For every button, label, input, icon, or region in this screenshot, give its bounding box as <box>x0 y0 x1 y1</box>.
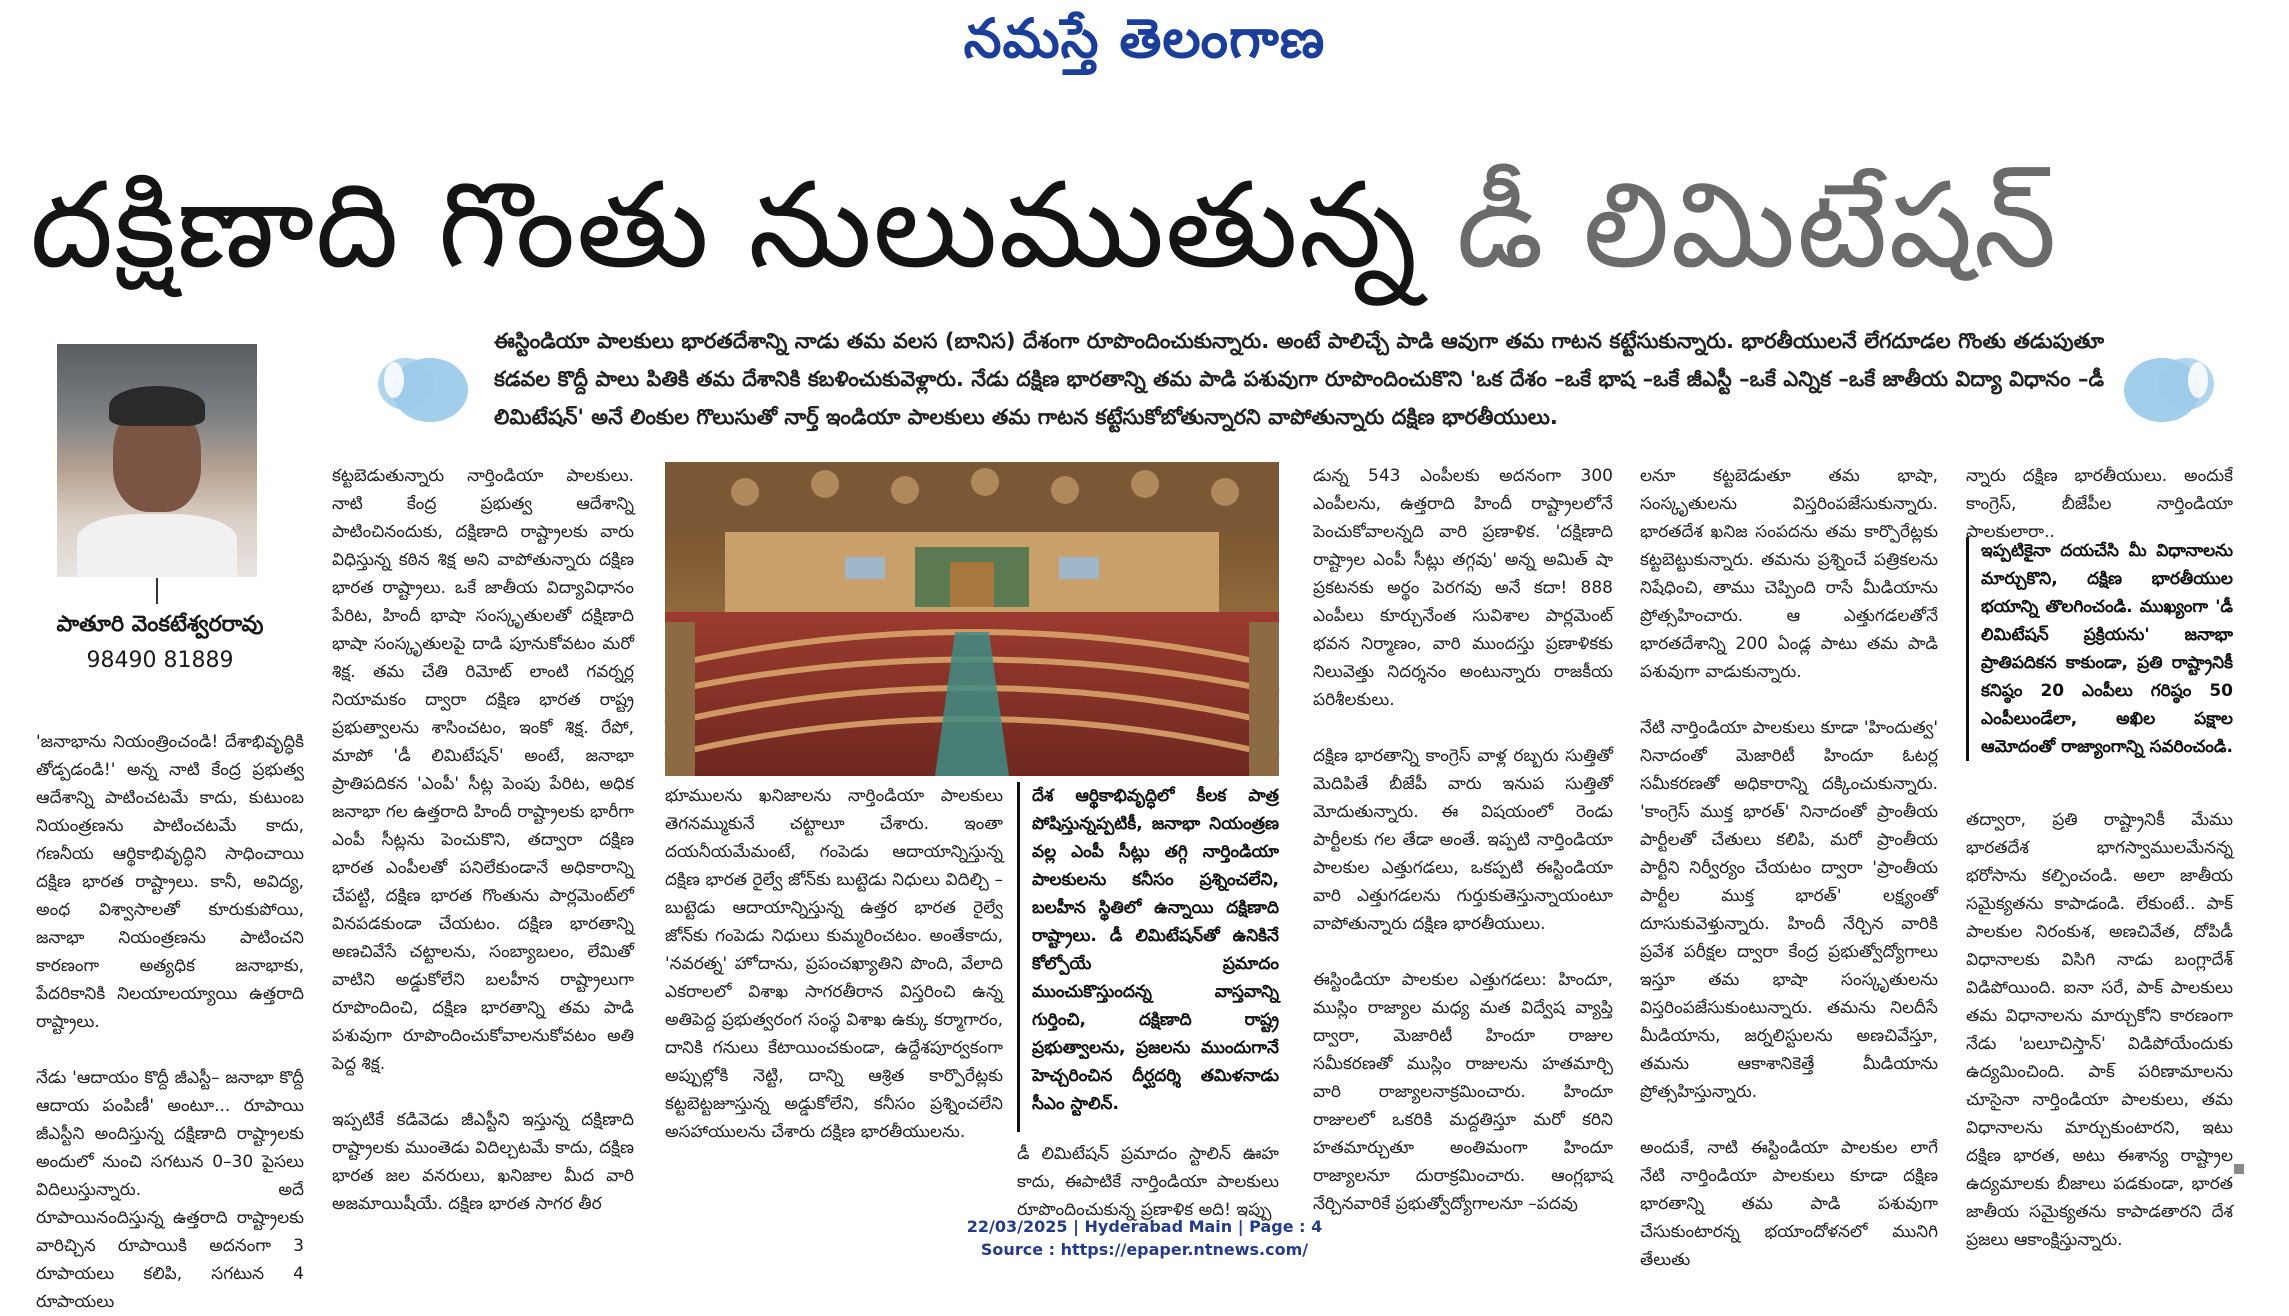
pull-quote: ఇప్పటికైనా దయచేసి మీ విధానాలను మార్చుకొని, దక్షిణ భారతీయుల భయాన్ని తొలగించండి. ముఖ్యంగా 'డీ లిమిటేషన్ ప్రక్రియను' జనాభా ప్రాతిపదికన కాకుండా, ప్రతి రాష్ట్రానికీ కనిష్ఠం 20 ఎంపీలు గరిష్ఠం 50 ఎంపీలుండేలా, అఖిల పక్షాల ఆమోదంతో రాజ్యాంగాన్ని సవరించండి. <box>1966 537 2233 761</box>
quote-right-icon <box>2120 340 2220 430</box>
author-name: పాతూరి వెంకటేశ్వరరావు <box>56 612 264 637</box>
footer-edition-info: 22/03/2025 | Hyderabad Main | Page : 4 <box>966 1217 1323 1236</box>
quote-left-icon <box>372 340 472 430</box>
headline-main: దక్షిణాది గొంతు నులుముతున్న <box>30 156 1418 294</box>
article-column-2: కట్టబెడుతున్నారు నార్తిండియా పాలకులు. నాటి కేంద్ర ప్రభుత్వ ఆదేశాన్ని పాటించినందుకు, దక్షిణాది రాష్ట్రాలకు వారు విధిస్తున్న కఠిన శిక్ష అని వాపోతున్నారు దక్షిణ భారత రాష్ట్రాలు. ఒకే జాతీయ విద్యావిధానం పేరిట, హిందీ భాషా సంస్కృతులతో దక్షిణాది భాషా సంస్కృతులపై దాడి పూనుకోవటం మరో శిక్ష. తమ చేతి రిమోట్ లాంటి గవర్నర్ల నియామకం ద్వారా దక్షిణ భారత రాష్ట్ర ప్రభుత్వాలను శాసించటం, ఇంకో శిక్ష. రేపో, మాపో 'డీ లిమిటేషన్' అంటే, జనాభా ప్రాతిపదికన 'ఎంపీ' సీట్ల పెంపు పేరిట, అధిక జనాభా గల ఉత్తరాది హిందీ రాష్ట్రాలకు భారీగా ఎంపీ సీట్లను పెంచుకొని, తద్వారా దక్షిణ భారత ఎంపీలతో పనిలేకుండానే అధికారాన్ని చేపట్టి, దక్షిణ భారత గొంతును పార్లమెంట్‌లో వినపడకుండా చేయటం. దక్షిణ భారతాన్ని అణచివేసే చట్టాలను, సంబ్యాబలం, లేమితో వాటిని అడ్డుకోలేని బలహీన రాష్ట్రాలుగా రూపొందించి, దక్షిణ భారతాన్ని తమ పాడి పశువుగా రూపొందించుకోవాలనుకోవటం అతి పెద్ద శిక్ష. ఇప్పటికే కడివెడు జీఎస్టీని ఇస్తున్న దక్షిణాది రాష్ట్రాలకు ముంతెడు విదిల్చటమే కాదు, దక్షిణ భారత జల వనరులు, ఖనిజాల మీద వారి అజమాయిషీయే. దక్షిణ భారత సాగర తీర <box>332 466 634 1214</box>
article-column-5: లనూ కట్టబెడుతూ తమ భాషా, సంస్కృతులను విస్తరింపజేసుకున్నారు. భారతదేశ ఖనిజ సంపదను తమ కార్పొరేట్లకు కట్టబెట్టుకున్నారు. తమను ప్రశ్నించే పత్రికలను నిషేధించి, తాము చెప్పింది రాసే మీడియాను ప్రోత్సహించారు. ఆ ఎత్తుగడలతోనే భారతదేశాన్ని 200 ఏండ్ల పాటు తమ పాడి పశువుగా వాడుకున్నారు. నేటి నార్తిండియా పాలకులు కూడా 'హిందుత్వ' నినాదంతో మెజారిటీ హిందూ ఓటర్ల సమీకరణతో అధికారాన్ని దక్కించుకున్నారు. 'కాంగ్రెస్ ముక్త భారత్' నినాదంతో ప్రాంతీయ పార్టీలతో చేతులు కలిపి, మరో ప్రాంతీయ పార్టీని నిర్వీర్యం చేయటం ద్వారా 'ప్రాంతీయ పార్టీల ముక్త భారత్' లక్ష్యంతో దూసుకువెళ్తున్నారు. హిందీ నేర్చిన వారికి ప్రవేశ పరీక్షల ద్వారా కేంద్ర ప్రభుత్వోద్యోగాలు ఇస్తూ తమ భాషా సంస్కృతులను విస్తరింపజేసుకుంటున్నారు. తమను నిలదీసే మీడియాను, జర్నలిస్టులను అణచివేస్తూ, తమను ఆకాశానికెత్తే మీడియాను ప్రోత్సహిస్తున్నారు. అందుకే, నాటి ఈస్టిండియా పాలకుల లాగే నేటి నార్తిండియా పాలకులు కూడా దక్షిణ భారతాన్ని తమ పాడి పశువుగా చేసుకుంటారన్న భయాందోళనలో మునిగి తేలుతు <box>1640 466 1938 1270</box>
parliament-chamber-photo <box>665 462 1279 776</box>
headline <box>30 150 2270 300</box>
article-intro: ఈస్టిండియా పాలకులు భారతదేశాన్ని నాడు తమ వలస (బానిస) దేశంగా రూపొందించుకున్నారు. అంటే పాలిచ్చే పాడి ఆవుగా తమ గాటన కట్టేసుకున్నారు. భారతీయులనే లేగదూడల గొంతు తడుపుతూ కడవల కొద్దీ పాలు పితికి తమ దేశానికి కబళించుకువెళ్లారు. నేడు దక్షిణ భారతాన్ని తమ పాడి పశువుగా రూపొందించుకొని 'ఒక దేశం –ఒకే భాష –ఒకే జీఎస్టీ –ఒకే ఎన్నిక –ఒకే జాతీయ విద్యా విధానం –డీ లిమిటేషన్' అనే లింకుల గొలుసుతో నార్త్ ఇండియా పాలకులు తమ గాటన కట్టేసుకోబోతున్నారని వాపోతున్నారు దక్షిణ భారతీయులు. <box>494 329 2104 429</box>
footer-source-link[interactable]: Source : https://epaper.ntnews.com/ <box>980 1240 1309 1259</box>
photo-caption: దేశ ఆర్థికాభివృద్ధిలో కీలక పాత్ర పోషిస్తున్నప్పటికీ, జనాభా నియంత్రణ వల్ల ఎంపీ సీట్లు తగ్గి నార్తిండియా పాలకులను కనీసం ప్రశ్నించలేని, బలహీన స్థితిలో ఉన్నాయి దక్షిణాది రాష్ట్రాలు. డీ లిమిటేషన్‌తో ఉనికినే కోల్పోయే ప్రమాదం ముంచుకొస్తుందన్న వాస్తవాన్ని గుర్తించి, దక్షిణాది రాష్ట్ర ప్రభుత్వాలను, ప్రజలను ముందుగానే హెచ్చరించిన దీర్ఘదర్శి తమిళనాడు సీఎం స్టాలిన్. <box>1017 782 1279 1132</box>
newspaper-masthead: నమస్తే తెలంగాణ <box>963 6 1326 70</box>
article-column-6a: న్నారు దక్షిణ భారతీయులు. అందుకే కాంగ్రెస్, బీజేపీల నార్తిండియా పాలకులారా.. <box>1966 466 2233 542</box>
article-column-4: డున్న 543 ఎంపీలకు అదనంగా 300 ఎంపీలను, ఉత్తరాది హిందీ రాష్ట్రాలలోనే పెంచుకోవాలన్నది వారి ప్రణాళిక. 'దక్షిణాది రాష్ట్రాల ఎంపీ సీట్లు తగ్గవు' అన్న అమిత్ షా ప్రకటనకు అర్థం పెరగవు అనే కదా! 888 ఎంపీలు కూర్చునేంత సువిశాల పార్లమెంట్ భవన నిర్మాణం, వారి ముందస్తు ప్రణాళికకు నిలువెత్తు నిదర్శనం అంటున్నారు రాజకీయ పరిశీలకులు. దక్షిణ భారతాన్ని కాంగ్రెస్ వాళ్ల రబ్బరు సుత్తితో మెదిపితే బీజేపీ వారు ఇనుప సుత్తితో మోదుతున్నారు. ఈ విషయంలో రెండు పార్టీలకు గల తేడా అంతే. ఇప్పటి నార్తిండియా పాలకుల ఎత్తుగడలు, ఒకప్పటి ఈస్టిండియా వారి ఎత్తుగడలను గుర్తుకుతెస్తున్నాయంటూ వాపోతున్నారు దక్షిణ భారతీయులు. ఈస్టిండియా పాలకుల ఎత్తుగడలు: హిందూ, ముస్లిం రాజ్యాల మధ్య మత విద్వేష వ్యాప్తి ద్వారా, మెజారిటీ హిందూ రాజుల సమీకరణతో ముస్లిం రాజులను హతమార్చి వారి రాజ్యాలనాక్రమించారు. హిందూ రాజులలో ఒకరికి మద్దతిస్తూ మరో కరిని హతమార్చుతూ అంతిమంగా హిందూ రాజ్యాలనూ దురాక్రమించారు. ఆంగ్లభాష నేర్చినవారికే ప్రభుత్వోద్యోగాలనూ –పదవు <box>1313 466 1613 1214</box>
author-photo <box>57 344 257 577</box>
article-column-1: 'జనాభాను నియంత్రించండి! దేశాభివృద్ధికి తోడ్పడండి!' అన్న నాటి కేంద్ర ప్రభుత్వ ఆదేశాన్ని పాటించటమే కాదు, కుటుంబ నియంత్రణను పాటించటమే కాదు, గణనీయ ఆర్థికాభివృద్ధిని సాధించాయి దక్షిణ భారత రాష్ట్రాలు. కానీ, అవిద్య, అంధ విశ్వాసాలతో కూరుకుపోయి, జనాభా నియంత్రణను పాటించని కారణంగా అత్యధిక జనాభాకు, పేదరికానికి నిలయాలయ్యాయి ఉత్తరాది రాష్ట్రాలు. నేడు 'ఆదాయం కొద్దీ జీఎస్టీ– జనాభా కొద్దీ ఆదాయ పంపిణీ' అంటూ... రూపాయి జీఎస్టీని అందిస్తున్న దక్షిణాది రాష్ట్రాలకు అందులో నుంచి సగటున 0–30 పైసలు విదిలుస్తున్నారు. అదే రూపాయినందిస్తున్న ఉత్తరాది రాష్ట్రాలకు వారిచ్చిన రూపాయికి అదనంగా 3 రూపాయలు కలిపి, సగటున 4 రూపాయలు <box>36 732 304 1312</box>
article-column-6b: తద్వారా, ప్రతి రాష్ట్రానికీ మేము భారతదేశ భాగస్వాములమేనన్న భరోసాను కల్పించండి. అలా జాతీయ సమైక్యతను కాపాడండి. లేకుంటే.. పాక్ పాలకుల నిరంకుశ, అణచివేత, దోపిడీ విధానాలకు విసిగి నాడు బంగ్లాదేశ్ విడిపోయింది. ఐనా సరే, పాక్ పాలకులు తమ విధానాలను మార్చుకోని కారణంగా నేడు 'బలూచిస్తాన్' విడిపోయేందుకు ఉద్యమించింది. పాక్ పరిణామాలను చూసైనా నార్తిండియా పాలకులు, తమ విధానాలను మార్చుకుంటారని, ఇటు దక్షిణ భారత, అటు ఈశాన్య రాష్ట్రాల ఉద్యమాలకు బీజాలు పడకుండా, భారత జాతీయ సమైక్యతను కాపాడతారని దేశ ప్రజలు ఆకాంక్షిస్తున్నారు. <box>1966 810 2233 1250</box>
article-column-3b: డీ లిమిటేషన్ ప్రమాదం స్టాలిన్ ఊహ కాదు, ఈపాటికే నార్తిండియా పాలకులు రూపొందించుకున్న ప్రణాళిక అది! ఇప్పు <box>1017 1144 1279 1220</box>
author-divider <box>156 578 158 604</box>
headline-accent: డీ లిమిటేషన్ <box>1456 156 2058 294</box>
author-phone: 98490 81889 <box>86 648 234 673</box>
article-column-3: భూములను ఖనిజాలను నార్తిండియా పాలకులు తెగనమ్ముకునే చట్టాలూ చేశారు. ఇంతా దయనీయమేమంటే, గంపెడు ఆదాయాన్నిస్తున్న దక్షిణ భారత రైల్వే జోన్‌కు బుట్టెడు నిధులు విదిల్చి – బుట్టెడు ఆదాయాన్నిస్తున్న ఉత్తర భారత రైల్వే జోన్‌కు గంపెడు నిధులు కుమ్మరించటం. అంతేకాదు, 'నవరత్న' హోదాను, ప్రపంచఖ్యాతిని పొంది, వేలాది ఎకరాలలో విశాఖ సాగరతీరాన విస్తరించి ఉన్న అతిపెద్ద ప్రభుత్వరంగ సంస్థ విశాఖ ఉక్కు కర్మాగారం, దానికి గనులు కేటాయించకుండా, ఉద్దేశపూర్వకంగా అప్పుల్లోకి నెట్టి, దాన్ని ఆశ్రిత కార్పొరేట్లకు కట్టబెట్టజూస్తున్న అడ్డుకోలేని, కనీసం ప్రశ్నించలేని అసహాయులను చేశారు దక్షిణ భారతీయులను. <box>665 786 1003 1142</box>
article-end-marker <box>2234 1164 2244 1174</box>
